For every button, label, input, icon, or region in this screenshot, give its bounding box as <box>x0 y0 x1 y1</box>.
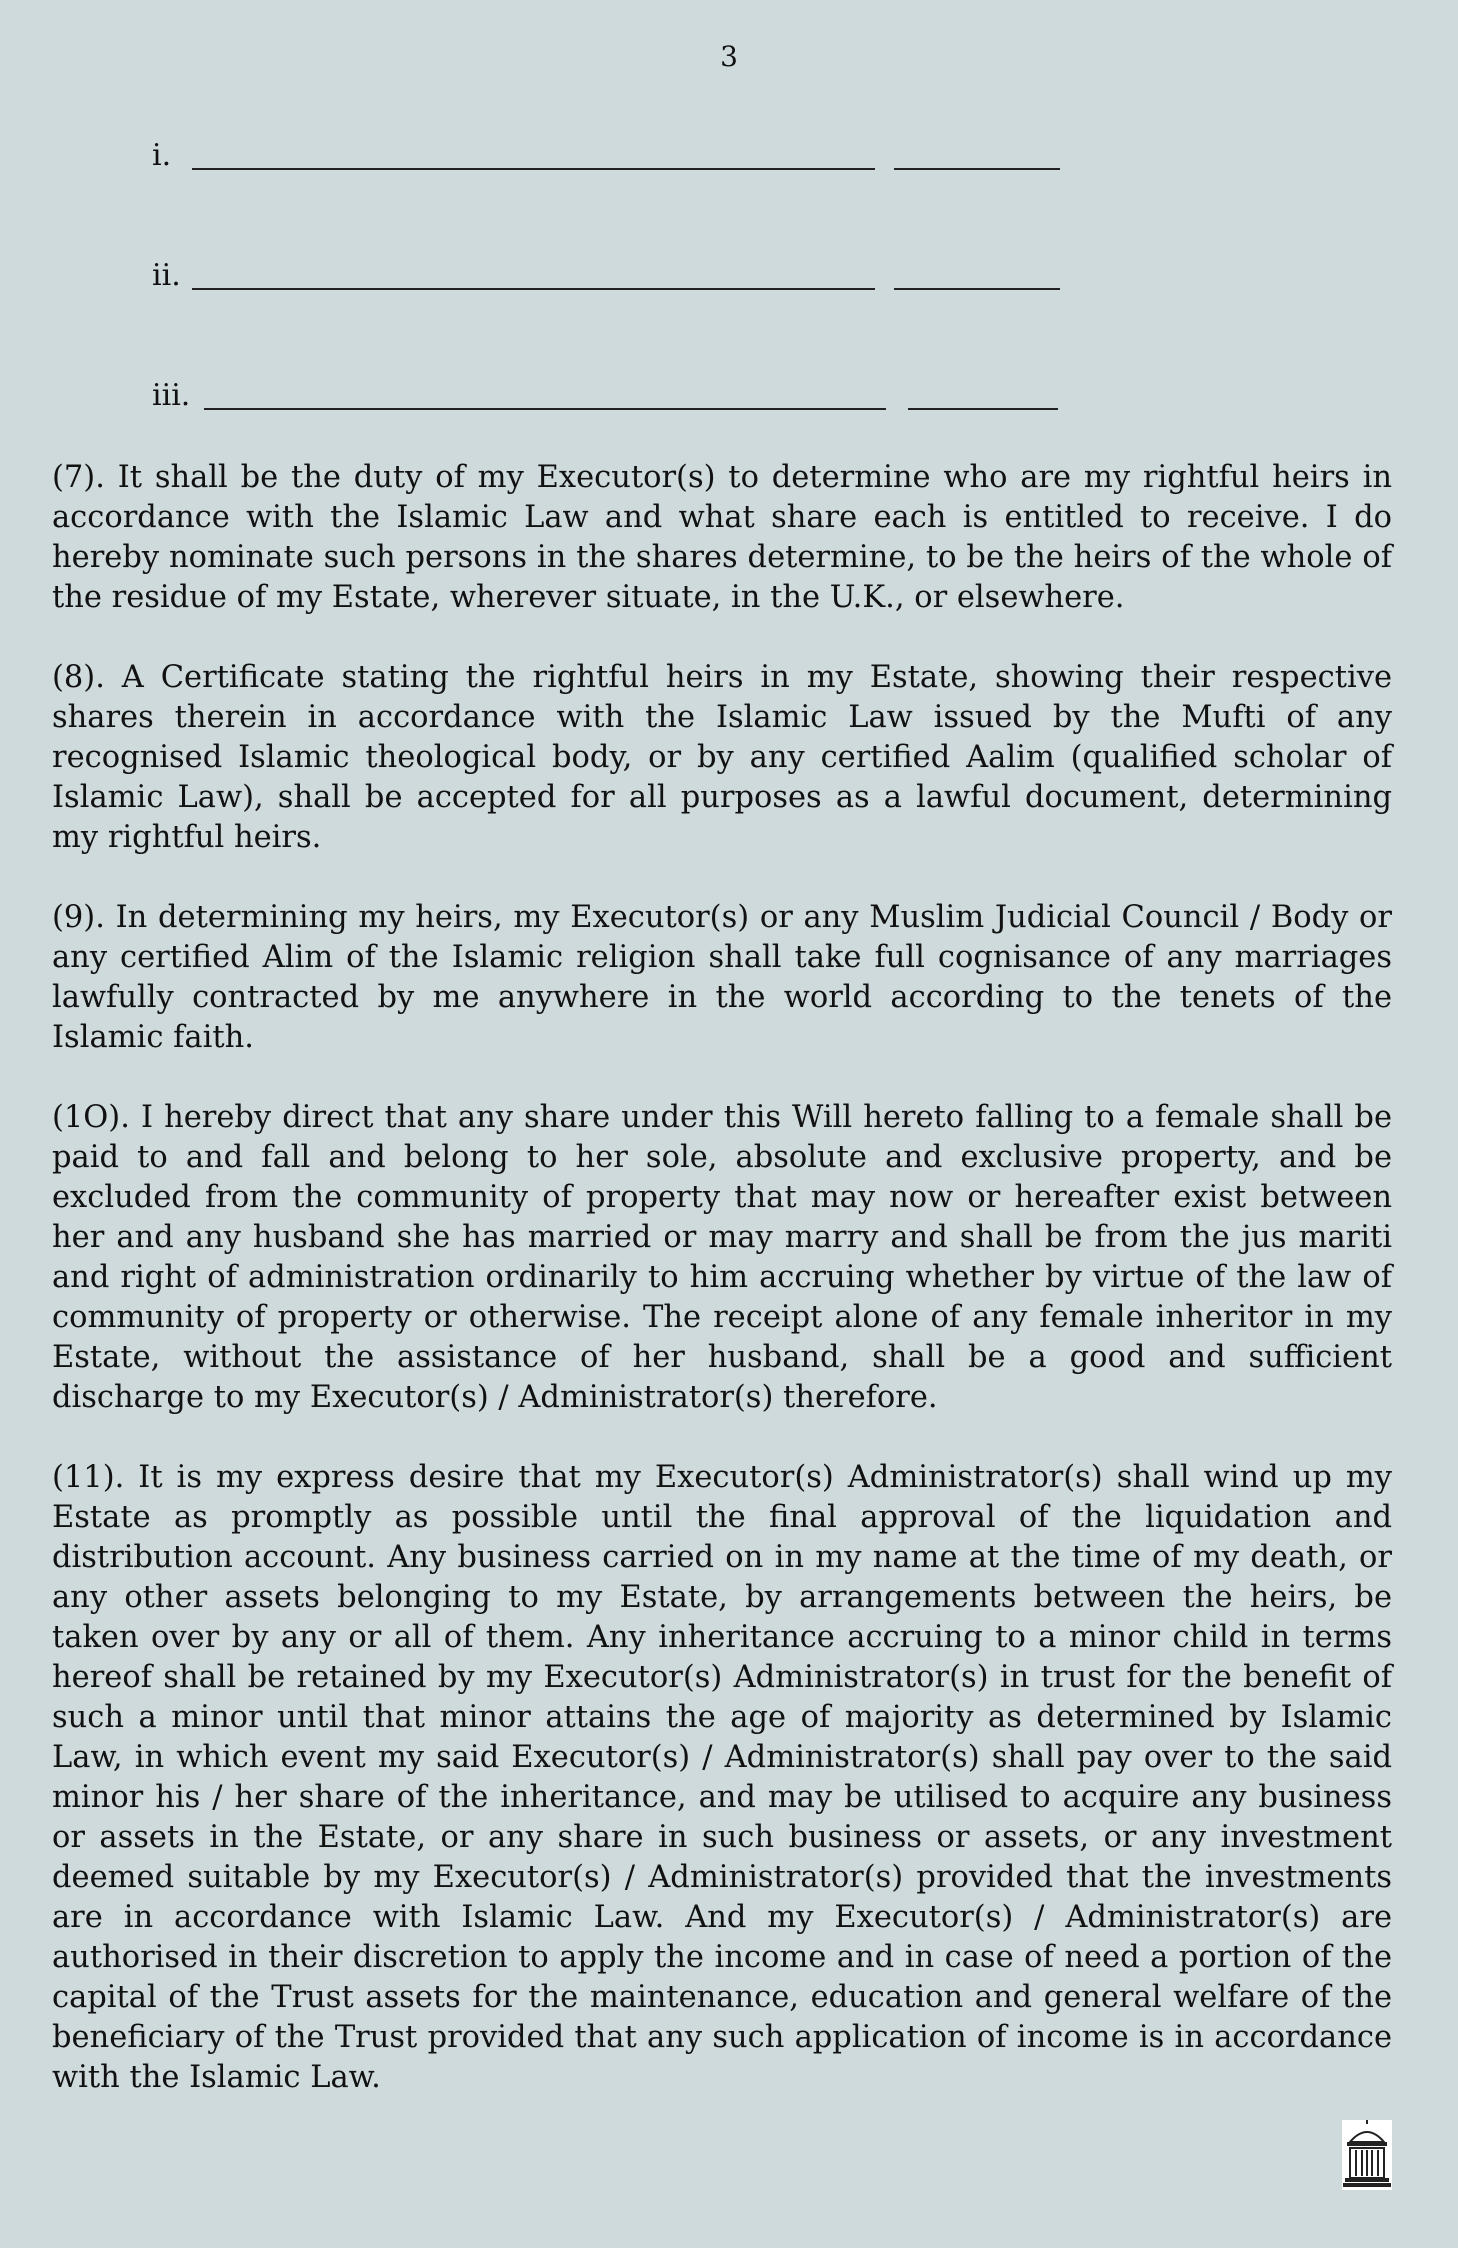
name-blank-rule <box>204 408 886 410</box>
page-number: 3 <box>720 40 738 73</box>
blank-line-3 <box>152 378 1062 416</box>
will-clauses <box>52 458 1392 2138</box>
clause-8: (8). A Certificate stating the rightful heirs in my Estate, showing their respective shares therein in accordance with the Islamic Law issued by the Mufti of any recognised Islamic theological body, or by any certified Aalim (qualified scholar of Islamic Law), shall be accepted for all purposes as a lawful document, determining my rightful heirs. <box>52 660 1392 855</box>
blank-line-2 <box>152 258 1062 296</box>
share-blank-rule <box>894 168 1060 170</box>
blank-line-1 <box>152 138 1062 176</box>
clause-9: (9). In determining my heirs, my Executor(s) or any Muslim Judicial Council / Body or any certified Alim of the Islamic religion shall take full cognisance of any marriages lawfully contracted by me anywhere in the world according to the tenets of the Islamic faith. <box>52 900 1392 1055</box>
clause-7: (7). It shall be the duty of my Executor(s) to determine who are my rightful heirs in accordance with the Islamic Law and what share each is entitled to receive. I do hereby nominate such persons in the shares determine, to be the heirs of the whole of the residue of my Estate, wherever situate, in the U.K., or elsewhere. <box>52 460 1392 615</box>
clause-10: (1O). I hereby direct that any share under this Will hereto falling to a female shall be paid to and fall and belong to her sole, absolute and exclusive property, and be excluded from the community of property that may now or hereafter exist between her and any husband she has married or may marry and shall be from the jus mariti and right of administration ordinarily to him accruing whether by virtue of the law of community of property or otherwise. The receipt alone of any female inheritor in my Estate, without the assistance of her husband, shall be a good and sufficient discharge to my Executor(s) / Administrator(s) therefore. <box>52 1100 1392 1415</box>
share-blank-rule <box>908 408 1058 410</box>
name-blank-rule <box>192 288 875 290</box>
building-emblem-icon <box>1342 2120 1392 2190</box>
name-blank-rule <box>192 168 875 170</box>
blank-label: i. <box>152 138 172 173</box>
blank-label: iii. <box>152 378 191 413</box>
clause-11: (11). It is my express desire that my Executor(s) Administrator(s) shall wind up my Estate as promptly as possible until the final approval of the liquidation and distribution account. Any business carried on in my name at the time of my death, or any other assets belonging to my Estate, by arrangements between the heirs, be taken over by any or all of them. Any inheritance accruing to a minor child in terms hereof shall be retained by my Executor(s) Administrator(s) in trust for the benefit of such a minor until that minor attains the age of majority as determined by Islamic Law, in which event my said Executor(s) / Administrator(s) shall pay over to the said minor his / her share of the inheritance, and may be utilised to acquire any business or assets in the Estate, or any share in such business or assets, or any investment deemed suitable by my Executor(s) / Administrator(s) provided that the investments are in accordance with Islamic Law. And my Executor(s) / Administrator(s) are authorised in their discretion to apply the income and in case of need a portion of the capital of the Trust assets for the maintenance, education and general welfare of the beneficiary of the Trust provided that any such application of income is in accordance with the Islamic Law. <box>52 1460 1392 2095</box>
blank-label: ii. <box>152 258 181 293</box>
share-blank-rule <box>894 288 1060 290</box>
